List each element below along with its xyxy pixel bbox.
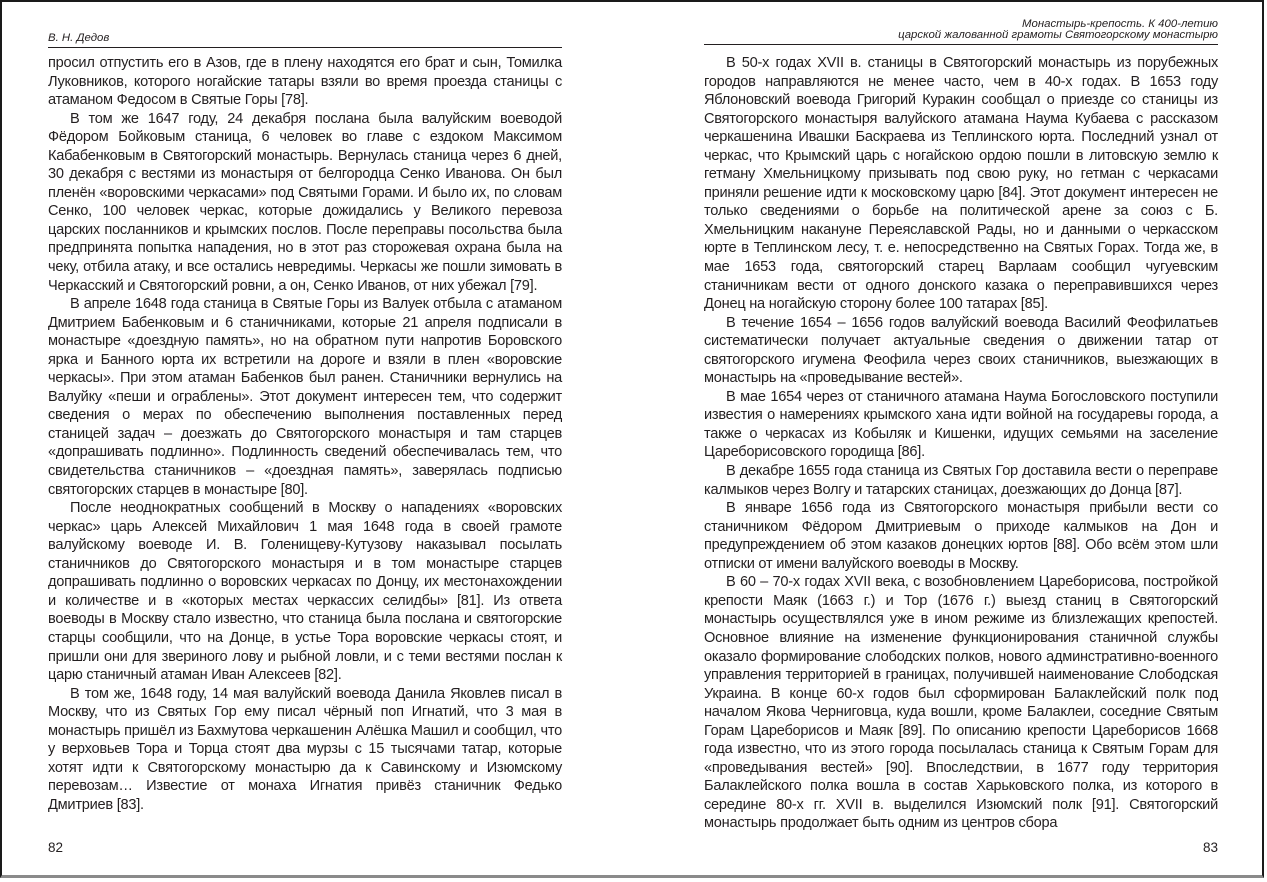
paragraph: В 60 – 70-х годах XVII века, с возобновлением Цареборисова, постройкой крепости Маяк (1663 г.) и Тор (1676 г.) выезд станиц в Святогорский монастырь осуществлялся уже в ином режиме из близлежащих крепостей. Основное влияние на изменение функционирования станичной службы оказало формирование слободских полков, нового админстративно-военного управления территорией в границах, получившей наименование Слободская Украина. В конце 60-х годов был сформирован Балаклейский полк под началом Якова Черниговца, куда вошли, кроме Балаклеи, соседние Святым Горам Цареборисов и Маяк [89]. По описанию крепости Цареборисов 1668 года известно, что из этого города посылалась станица к Святым Горам для «проведывания вестей» [90]. Впоследствии, в 1677 году территория Балаклейского полка вошла в состав Харьковского полка, из которого в середине 80-х гг. XVII в. выделился Изюмский полк [91]. Святогорский монастырь продолжает быть одним из центров сбора [704, 574, 1218, 832]
running-head-line-1: Монастырь-крепость. К 400-летию [1022, 18, 1218, 30]
paragraph: После неоднократных сообщений в Москву о нападениях «воровских черкас» царь Алексей Михайлович 1 мая 1648 года в своей грамоте валуйскому воеводе И. В. Голенищеву-Кутузову наказывал посылать станичников до Святогорского монастыря и в том монастыре старцев допрашивать подлинно о воровских черкасах по Донцу, их местонахождении и количестве и в «которых местах черкассих селидбы» [81]. Из ответа воеводы в Москву стало известно, что станица была послана и святогорские старцы сообщили, что на Донце, в устье Тора воровские черкасы стоят, и пришли они для звериного лову и рыбной ловли, и с теми вестями послан к царю станичный атаман Иван Алексеев [82]. [48, 500, 562, 684]
left-page-body [48, 54, 562, 814]
running-head-line-2: царской жалованной грамоты Святогорскому монастырю [898, 29, 1218, 41]
paragraph: В том же 1647 году, 24 декабря послана была валуйским воеводой Фёдором Бойковым станица, 6 человек во главе с ездоком Максимом Кабабенковым в Святогорский монастырь. Вернулась станица через 6 дней, 30 декабря с вестями из монастыря от белгородца Сенко Иванова. Он был пленён «воровскими черкасами» под Святыми Горами. И было их, по словам Сенко, 100 человек черкас, которые дожидались у Великого перевоза царских посланников и крымских послов. После переправы посольства была предпринята попытка нападения, но в этот раз сторожевая охрана была на чеку, отбила атаку, и все остались невредимы. Черкасы же пошли зимовать в Черкасский и Святогорский ровни, а он, Сенко Иванов, от них убежал [79]. [48, 110, 562, 294]
paragraph: просил отпустить его в Азов, где в плену находятся его брат и сын, Томилка Луковников, которого ногайские татары взяли во время проезда станицы с атаманом Федосом в Святые Горы [78]. [48, 55, 562, 109]
paragraph: В январе 1656 года из Святогорского монастыря прибыли вести со станичником Фёдором Дмитриевым о приходе калмыков на Дон и предупреждением об этом казаков донецких юртов [88]. Обо всём этом шли отписки от имени валуйского воеводы в Москву. [704, 500, 1218, 572]
paragraph: В том же, 1648 году, 14 мая валуйский воевода Данила Яковлев писал в Москву, что из Святых Гор ему писал чёрный поп Игнатий, что 3 мая в монастырь пришёл из Бахмутова черкашенин Алёшка Машил и сообщил, что у верховьев Тора и Торца стоят два мурзы с 15 тысячами татар, которые хотят идти к Святогорскому монастырю да к Савинскому и Изюмскому перевозам… Известие от монаха Игнатия привёз станичник Федько Дмитриев [83]. [48, 685, 562, 813]
paragraph: В апреле 1648 года станица в Святые Горы из Валуек отбыла с атаманом Дмитрием Бабенковым и 6 станичниками, которые 21 апреля подписали в монастыре «доездную память», но на обратном пути напротив Боровского ярка и Банного юрта их встретили на дороге и взяли в плен «воровские черкасы». При этом атаман Бабенков был ранен. Станичники вернулись на Валуйку «пеши и ограблены». Этот документ интересен тем, что содержит сведения о мерах по обеспечению выполнения поставленных перед станицей задач – доезжать до Святогорского монастыря и там старцев «допрашивать подлинно». Подлинность сведений обеспечивалась тем, что свидетельства станичников – «доездная память», заверялась подписью святогорских старцев в монастыре [80]. [48, 296, 562, 498]
right-page-body [704, 54, 1218, 833]
page-number: 83 [1202, 840, 1218, 855]
paragraph: В 50-х годах XVII в. станицы в Святогорский монастырь из порубежных городов направляются не менее часто, чем в 40-х годах. В 1653 году Яблоновский воевода Григорий Куракин сообщал о приезде со станицы из Святогорского монастыря валуйского атамана Наума Кубаева с рассказом черкашенина Ивашки Баскраева из Теплинского юрта. Последний узнал от черкас, что Крымский царь с ногайскою ордою пошли в литовскую землю к гетману Хмельницкому призывать под свою руку, но гетман с черкасами приняли решение идти к московскому царю [84]. Этот документ интересен не только сведениями о борьбе на политической арене за союз с Б. Хмельницким накануне Переяславской Рады, но и данными о черкасском юрте в Теплинском лесу, т. е. непосредственно на Святых Горах. Тогда же, в мае 1653 года, святогорский старец Варлаам сообщил чугуевским станичникам вести от одного донского казака о переправившихся через Донец на ногайскую сторону более 100 татарах [85]. [704, 55, 1218, 313]
paragraph: В течение 1654 – 1656 годов валуйский воевода Василий Феофилатьев систематически получает актуальные сведения о движении татар от святогорского игумена Феофила через своих станичников, выезжающих в монастырь на «проведывание вестей». [704, 314, 1218, 387]
running-head-title [704, 19, 1218, 45]
page-number: 82 [48, 840, 64, 855]
running-head-author: В. Н. Дедов [48, 33, 562, 48]
paragraph: В декабре 1655 года станица из Святых Гор доставила вести о переправе калмыков через Волгу и татарских станицах, доезжающих до Донца [87]. [704, 463, 1218, 498]
paragraph: В мае 1654 через от станичного атамана Наума Богословского поступили известия о намерениях крымского хана идти войной на государевы города, а также о черкасах из Кобыляк и Кишенки, идущих семьями на заселение Цареборисовского городища [86]. [704, 388, 1218, 461]
